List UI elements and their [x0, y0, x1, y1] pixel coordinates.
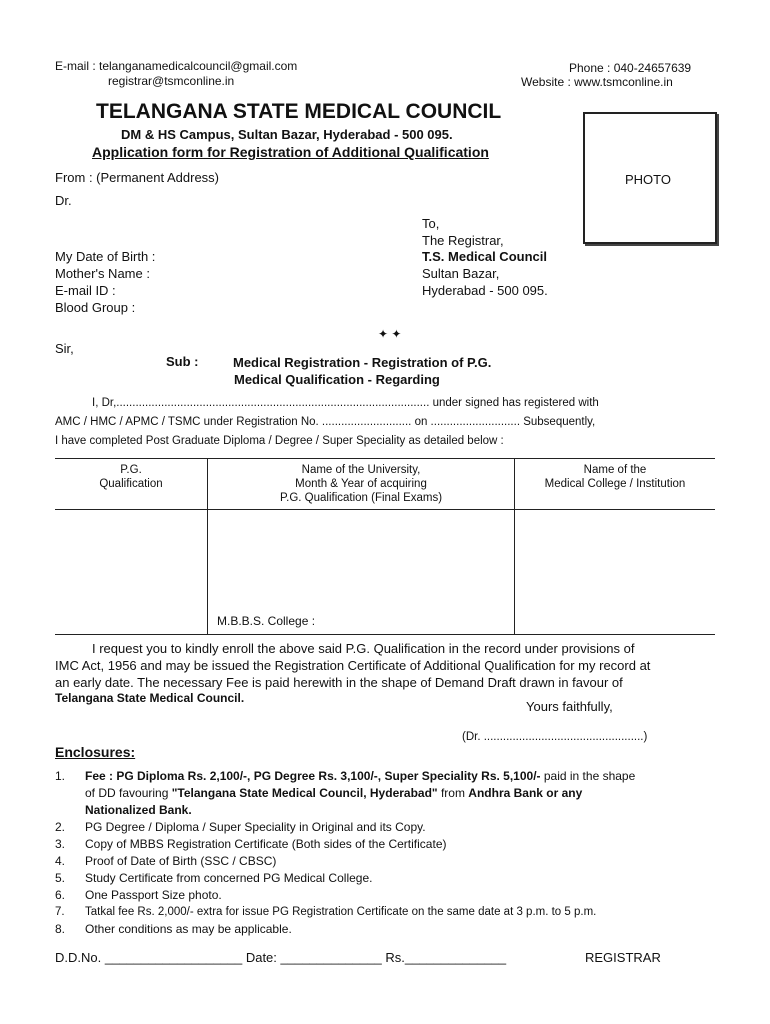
to-registrar: The Registrar,: [422, 233, 504, 248]
header-text: Name of the: [583, 464, 647, 476]
salutation: Sir,: [55, 341, 74, 356]
ornament: ✦ ✦: [378, 327, 402, 341]
request-line3: an early date. The necessary Fee is paid herewith in the shape of Demand Draft drawn in favour of: [55, 675, 623, 690]
header-text: Name of the University,: [301, 464, 421, 476]
enclosure-number: 5.: [55, 871, 66, 885]
yours-faithfully: Yours faithfully,: [526, 699, 613, 714]
fee-details: Fee : PG Diploma Rs. 2,100/-, PG Degree Rs. 3,100/-, Super Speciality Rs. 5,100/-: [85, 769, 541, 783]
mother-name-label: Mother's Name :: [55, 266, 150, 281]
header-pg-qualification: [55, 459, 208, 510]
dd-payee: "Telangana State Medical Council, Hyderabad": [171, 786, 438, 800]
signature-line: (Dr. ..................................................): [462, 731, 648, 743]
form-title: Application form for Registration of Additional Qualification: [92, 144, 489, 160]
website: Website : www.tsmconline.in: [521, 75, 673, 89]
enclosure-text: Proof of Date of Birth (SSC / CBSC): [85, 854, 277, 868]
to-street: Sultan Bazar,: [422, 266, 500, 281]
request-line2: IMC Act, 1956 and may be issued the Registration Certificate of Additional Qualification for my record at: [55, 658, 651, 673]
enclosure-item-4: [55, 853, 720, 870]
table-row: [55, 510, 715, 635]
header-text: Month & Year of acquiring: [295, 478, 427, 490]
header-text: P.G.: [120, 464, 142, 476]
enclosure-text: PG Degree / Diploma / Super Speciality in Original and its Copy.: [85, 820, 426, 834]
qualification-table: [55, 458, 715, 635]
enclosures-heading: Enclosures:: [55, 744, 136, 760]
dd-from: from: [437, 786, 469, 800]
header-text: Qualification: [99, 478, 163, 490]
request-line4: Telangana State Medical Council.: [55, 691, 245, 705]
enclosure-number: 3.: [55, 837, 66, 851]
photo-box: [583, 112, 717, 244]
table-header-row: [55, 459, 715, 510]
header-university: [208, 459, 515, 510]
enclosure-item-6: [55, 887, 720, 904]
dd-bank-cont: Nationalized Bank.: [85, 803, 192, 817]
photo-label: PHOTO: [625, 172, 671, 187]
to-council: T.S. Medical Council: [422, 249, 547, 264]
enclosure-item-7: [55, 904, 720, 921]
dd-text: of DD favouring: [85, 786, 172, 800]
enclosure-item-2: [55, 819, 720, 836]
blood-group-label: Blood Group :: [55, 300, 136, 315]
subject-line1: Medical Registration - Registration of P.G.: [233, 355, 492, 370]
dd-bank: Andhra Bank or any: [468, 786, 583, 800]
email-id-label: E-mail ID :: [55, 283, 116, 298]
enclosure-item-5: [55, 870, 720, 887]
header-text: Medical College / Institution: [544, 478, 686, 490]
subject-label: Sub :: [166, 354, 199, 369]
phone-number: Phone : 040-24657639: [569, 61, 692, 75]
council-email: E-mail : telanganamedicalcouncil@gmail.com: [55, 59, 298, 73]
header-text: P.G. Qualification (Final Exams): [279, 492, 443, 504]
from-label: From : (Permanent Address): [55, 170, 219, 185]
enclosure-number: 7.: [55, 906, 65, 918]
body-line2: AMC / HMC / APMC / TSMC under Registration No. ............................ on ............................ Subsequently,: [55, 416, 596, 428]
header-college: [515, 459, 716, 510]
enclosure-number: 1.: [55, 769, 66, 783]
enclosure-number: 8.: [55, 922, 66, 936]
enclosure-item-8: [55, 921, 720, 938]
to-label: To,: [422, 216, 440, 231]
enclosure-text: Copy of MBBS Registration Certificate (Both sides of the Certificate): [85, 837, 447, 851]
enclosure-text: Study Certificate from concerned PG Medical College.: [85, 871, 373, 885]
mbbs-college-label: M.B.B.S. College :: [217, 614, 316, 628]
enclosure-number: 6.: [55, 888, 66, 902]
body-line1: I, Dr,.................................................................................................. under signed has registered with: [92, 397, 599, 409]
body-line3: I have completed Post Graduate Diploma / Degree / Super Speciality as detailed below :: [55, 435, 504, 447]
enclosure-text: Tatkal fee Rs. 2,000/- extra for issue PG Registration Certificate on the same date at 3 p.m. to 5 p.m.: [85, 906, 597, 918]
enclosure-number: 4.: [55, 854, 66, 868]
cell-college[interactable]: [515, 510, 716, 635]
page-title: TELANGANA STATE MEDICAL COUNCIL: [96, 100, 502, 123]
enclosure-number: 2.: [55, 820, 66, 834]
enclosure-item-1: [55, 768, 720, 819]
dob-label: My Date of Birth :: [55, 249, 156, 264]
registrar-email: registrar@tsmconline.in: [108, 74, 235, 88]
registrar-label: REGISTRAR: [585, 950, 661, 965]
council-address: DM & HS Campus, Sultan Bazar, Hyderabad - 500 095.: [121, 127, 453, 142]
enclosure-text: One Passport Size photo.: [85, 888, 222, 902]
enclosure-text: Other conditions as may be applicable.: [85, 922, 292, 936]
to-city: Hyderabad - 500 095.: [422, 283, 548, 298]
cell-pg-qualification[interactable]: [55, 510, 208, 635]
request-line1: I request you to kindly enroll the above said P.G. Qualification in the record under provisions of: [92, 641, 635, 656]
enclosure-text: [85, 768, 720, 819]
cell-university[interactable]: [208, 510, 515, 635]
subject-line2: Medical Qualification - Regarding: [234, 372, 440, 387]
enclosure-item-3: [55, 836, 720, 853]
dr-label: Dr.: [55, 193, 72, 208]
fee-text: paid in the shape: [540, 769, 636, 783]
dd-details-line: D.D.No. ___________________ Date: ______________ Rs.______________: [55, 950, 507, 965]
